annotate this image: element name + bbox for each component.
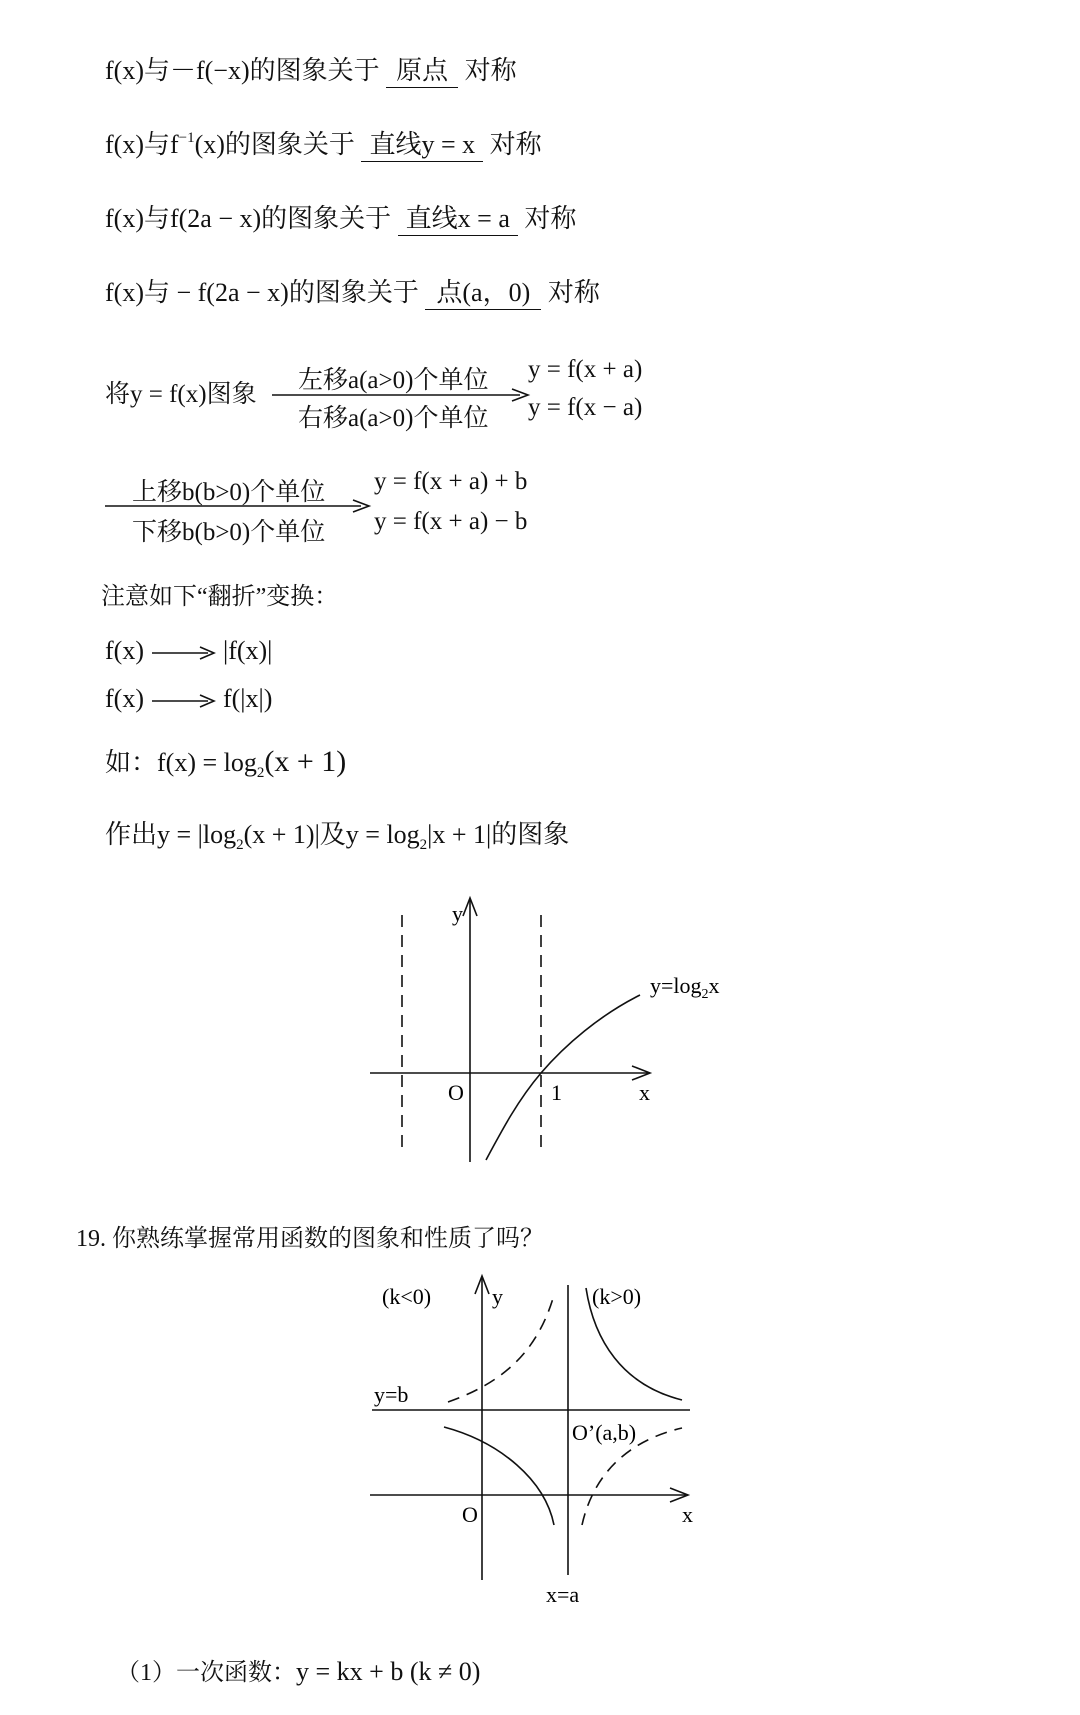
k-neg-label: (k<0): [382, 1284, 432, 1309]
origin-label: O: [448, 1080, 464, 1105]
symmetry-text: f(x)与 − f(2a − x)的图象关于: [105, 278, 419, 307]
answer-blank: 直线x = a: [398, 198, 518, 236]
question-number: 19.: [76, 1226, 106, 1252]
symmetry-suffix: 对称: [547, 278, 600, 307]
curve-label-text: y=log: [650, 973, 702, 998]
answer-blank: 直线y = x: [361, 124, 483, 162]
fold-left: f(x): [105, 684, 144, 713]
asymptote-x-label: x=a: [546, 1582, 580, 1607]
result-left: y = f(x + a): [528, 356, 643, 383]
fold-line-2: [105, 684, 272, 714]
fold-line-1: [105, 636, 272, 666]
log-base: 2: [419, 837, 428, 853]
linear-formula: y = kx + b (k ≠ 0): [296, 1657, 481, 1686]
log-base: 2: [256, 765, 265, 781]
symmetry-suffix: 对称: [464, 56, 517, 85]
x-label: x: [639, 1080, 650, 1105]
x-label: x: [682, 1502, 693, 1527]
right-arrow-icon: [150, 694, 216, 708]
question-text: 你熟练掌握常用函数的图象和性质了吗？: [112, 1226, 544, 1252]
log-curve: [486, 995, 640, 1160]
example-arg: (x + 1): [264, 745, 347, 778]
symmetry-text: f(x)与－f(−x)的图象关于: [105, 56, 380, 85]
answer-blank: 原点: [386, 50, 458, 88]
linear-function-line: [116, 1652, 480, 1687]
inverse-superscript: −1: [178, 130, 195, 146]
log-graph: [360, 890, 760, 1170]
fold-left: f(x): [105, 636, 144, 665]
up-shift-label: 上移b(b>0)个单位: [132, 479, 326, 506]
symmetry-text: f(x)与f: [105, 130, 179, 159]
symmetry-suffix: 对称: [489, 130, 542, 159]
answer-blank: 点(a，0): [425, 272, 541, 310]
symmetry-line-4: [105, 272, 600, 310]
k-pos-label: (k>0): [592, 1284, 642, 1309]
task-text: 作出y = |log: [105, 820, 237, 849]
task-text: |x + 1|的图象: [427, 820, 570, 849]
down-shift-label: 下移b(b>0)个单位: [132, 519, 326, 546]
result-up: y = f(x + a) + b: [374, 468, 528, 495]
center-label: O’(a,b): [572, 1420, 637, 1445]
y-label: y: [452, 901, 463, 926]
shift-arrow: [103, 499, 373, 513]
log-base: 2: [236, 837, 244, 853]
hyperbola-branch-k-pos-lower: [444, 1427, 554, 1525]
tick-one-label: 1: [551, 1080, 562, 1105]
linear-label: （1）一次函数：: [116, 1660, 296, 1686]
left-shift-label: 左移a(a>0)个单位: [298, 367, 489, 394]
symmetry-line-1: [105, 50, 517, 88]
symmetry-text: (x)的图象关于: [194, 130, 355, 159]
task-text: (x + 1)|及y = log: [243, 820, 420, 849]
translation-arrow: [270, 388, 532, 402]
hyperbola-graph: [360, 1270, 720, 1610]
right-shift-label: 右移a(a>0)个单位: [298, 405, 489, 432]
example-line: [105, 742, 346, 782]
right-arrow-icon: [150, 646, 216, 660]
example-func: f(x) = log: [157, 748, 257, 777]
question-19: [76, 1218, 544, 1253]
result-right: y = f(x − a): [528, 394, 643, 421]
fold-right: f(|x|): [222, 684, 273, 713]
symmetry-suffix: 对称: [524, 204, 577, 233]
curve-label-base: 2: [701, 987, 709, 1002]
result-down: y = f(x + a) − b: [374, 508, 528, 535]
example-prefix: 如：: [105, 748, 158, 777]
origin-label: O: [462, 1502, 478, 1527]
curve-label: [650, 973, 720, 1002]
task-line: [105, 814, 569, 854]
fold-right: |f(x)|: [222, 636, 273, 665]
asymptote-y-label: y=b: [374, 1382, 409, 1407]
fold-note: 注意如下“翻折”变换：: [101, 584, 339, 610]
symmetry-line-3: [105, 198, 576, 236]
symmetry-line-2: [105, 124, 542, 162]
translation-lead: 将y = f(x)图象: [105, 381, 257, 408]
curve-label-var: x: [708, 973, 720, 998]
symmetry-text: f(x)与f(2a − x)的图象关于: [105, 204, 392, 233]
y-label: y: [492, 1284, 503, 1309]
hyperbola-branch-k-neg-upper: [448, 1295, 554, 1402]
